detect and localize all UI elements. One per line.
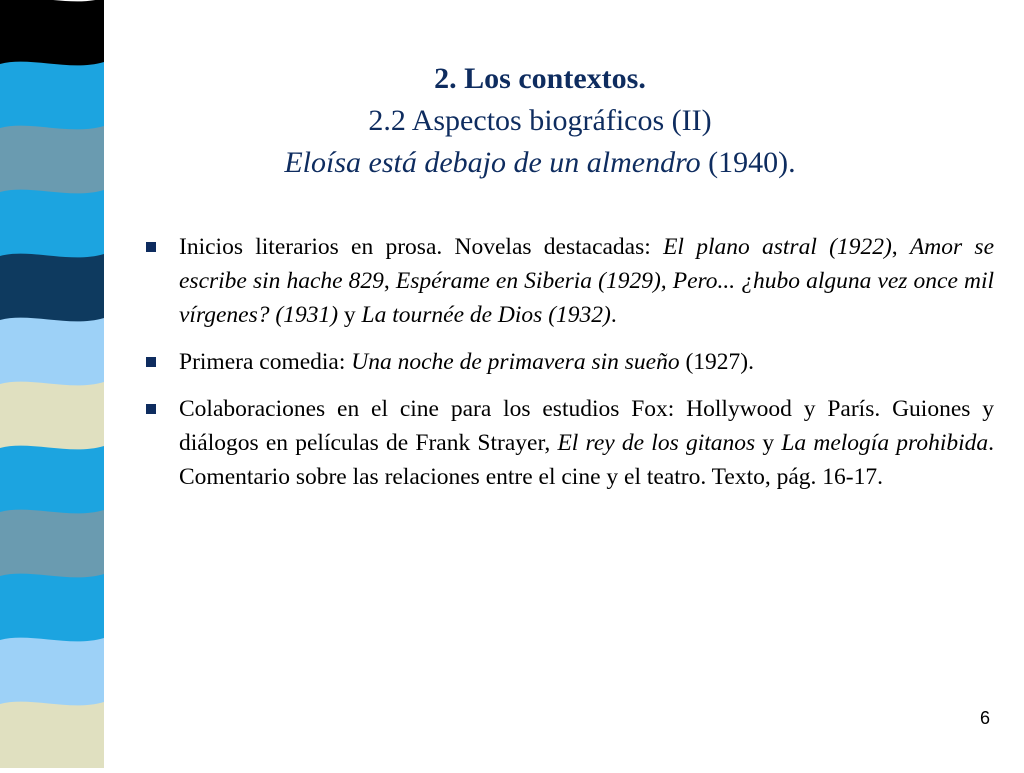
bullet-text: , xyxy=(383,268,396,294)
stripe-band xyxy=(0,254,104,326)
bullet-item xyxy=(146,392,994,494)
title-line-1: 2. Los contextos. xyxy=(434,62,646,95)
bullet-text: . Comentario sobre las relaciones entre el cine y el teatro. Texto, pág. 16-17. xyxy=(179,430,995,490)
slide-title xyxy=(150,58,930,184)
bullet-text: , xyxy=(891,234,910,260)
title-year: (1940). xyxy=(700,146,796,179)
stripe-band xyxy=(0,62,104,134)
bullet-square-icon xyxy=(146,357,156,367)
stripe-band xyxy=(0,446,104,518)
work-title: La tournée de Dios (1932) xyxy=(361,302,611,328)
bullet-text: (1927). xyxy=(679,349,754,375)
stripe-band xyxy=(0,190,104,262)
stripe-band xyxy=(0,382,104,454)
bullet-item xyxy=(146,345,994,379)
stripe-band xyxy=(0,510,104,582)
stripe-band xyxy=(0,702,104,768)
bullet-text: Primera comedia: xyxy=(179,349,352,375)
work-title: La melogía prohibida xyxy=(781,430,989,456)
stripe-band xyxy=(0,574,104,646)
bullet-square-icon xyxy=(146,242,156,252)
stripe-band xyxy=(0,126,104,198)
title-line-2: 2.2 Aspectos biográficos (II) xyxy=(368,104,712,137)
bullet-list xyxy=(146,230,994,507)
bullet-text: Colaboraciones en el cine para los estudios Fox: Hollywood y París. Guiones y diálogos en películas de Frank Strayer, xyxy=(179,396,994,456)
work-title: Una noche de primavera sin sueño xyxy=(351,349,680,375)
stripe-band xyxy=(0,318,104,390)
work-title: Amor se escribe sin hache 829 xyxy=(179,234,995,294)
bullet-item xyxy=(146,230,994,332)
work-title: El plano astral (1922) xyxy=(663,234,892,260)
stripe-band xyxy=(0,638,104,710)
bullet-text: Inicios literarios en prosa. Novelas destacadas: xyxy=(179,234,664,260)
stripe-graphic xyxy=(0,0,104,768)
work-title: Espérame en Siberia (1929), Pero... ¿hubo alguna vez once mil vírgenes? (1931) xyxy=(179,268,994,328)
page-number: 6 xyxy=(979,708,990,728)
title-line-3 xyxy=(150,142,930,184)
work-title: El rey de los gitanos xyxy=(557,430,756,456)
decorative-stripe xyxy=(0,0,104,768)
bullet-text: y xyxy=(755,430,782,456)
bullet-text: y xyxy=(338,302,362,328)
stripe-band xyxy=(0,0,104,70)
bullet-text: . xyxy=(610,302,617,328)
title-work-name: Eloísa está debajo de un almendro xyxy=(284,146,701,179)
bullet-square-icon xyxy=(146,404,156,414)
